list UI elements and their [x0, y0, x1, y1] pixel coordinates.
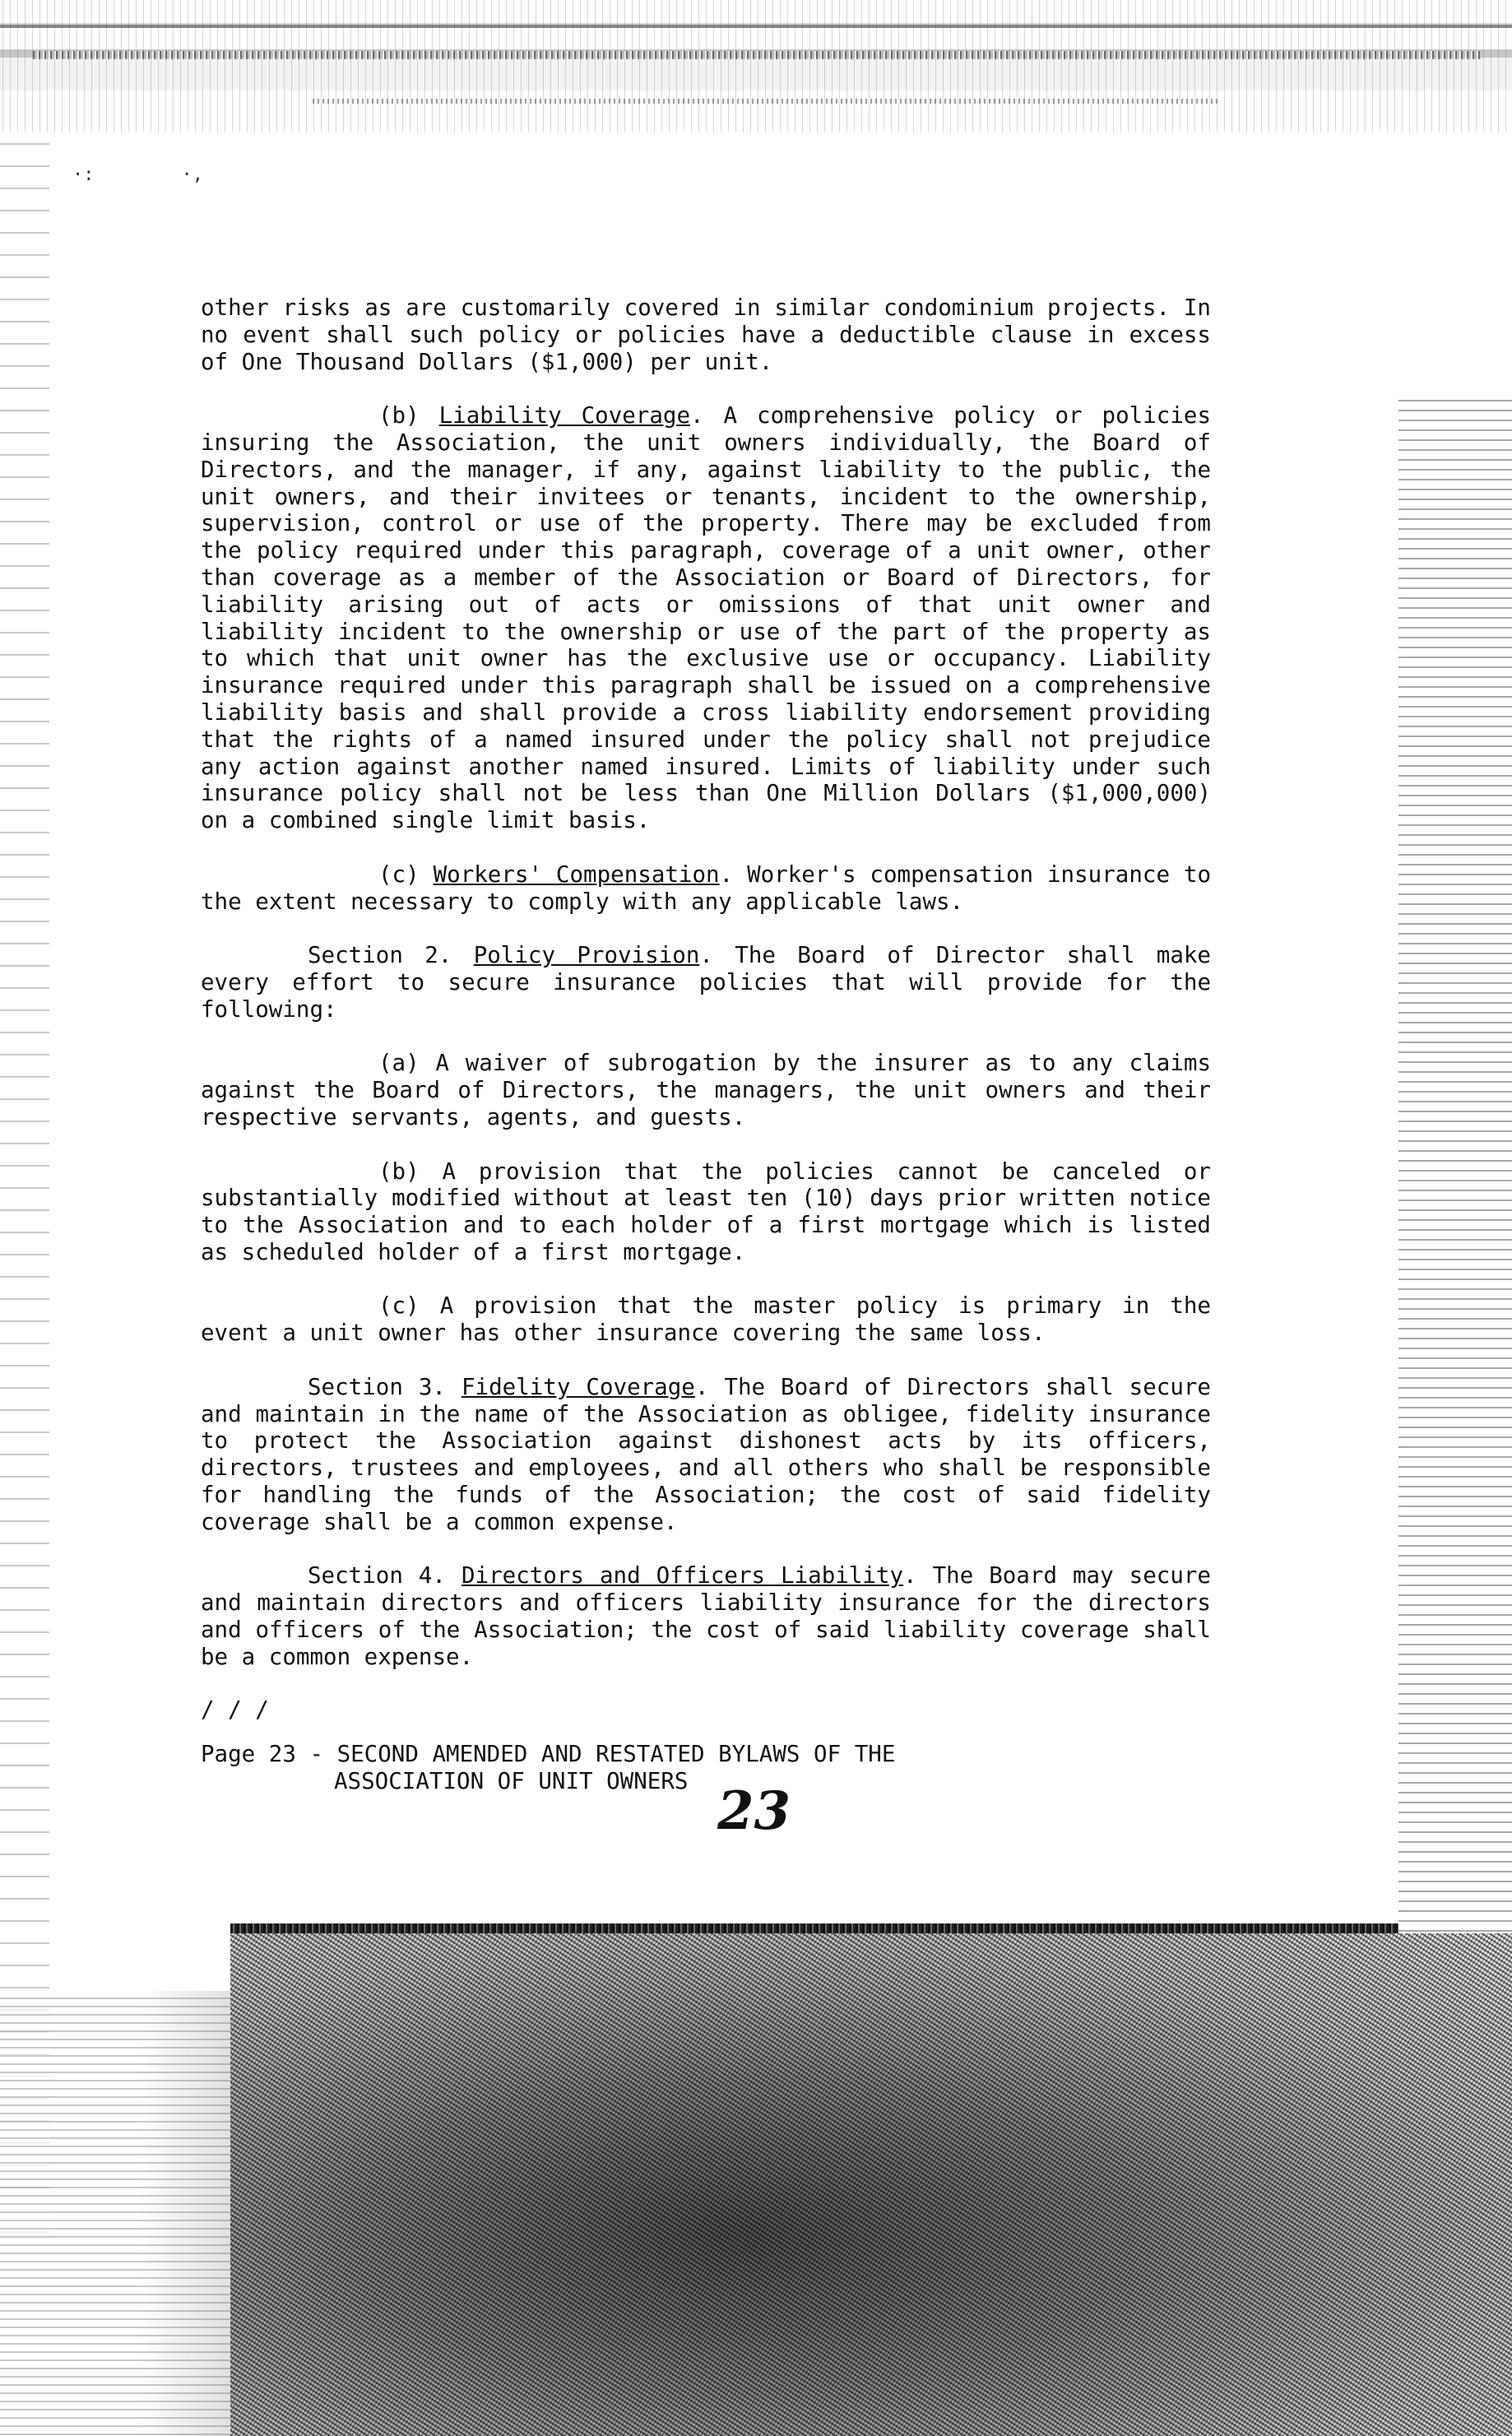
- paragraph-text: . Worker's compensation insurance to the extent necessary to comply with any applicable laws.: [201, 861, 1212, 915]
- handwritten-page-number: 23: [717, 1780, 791, 1842]
- heading-workers-compensation: Workers' Compensation: [433, 861, 720, 888]
- scan-artifact-bottom-left: [0, 1991, 230, 2436]
- paragraph-marker: (c): [378, 861, 434, 888]
- heading-liability-coverage: Liability Coverage: [438, 402, 691, 429]
- paragraph-text: . A comprehensive policy or policies insuring the Association, the unit owners individually, the Board of Directors, and the manager, if any, against liability to the public, the unit owners, and their invitees or tenants, incident to the ownership, supervision, control or use of the property. There may be excluded from the policy required under this paragraph, coverage of a unit owner, other than coverage as a member of the Association or Board of Directors, for liability arising out of acts or omissions of that unit owner and liability incident to the ownership or use of the part of the property as to which that unit owner has the exclusive use or occupancy. Liability insurance required under this paragraph shall be issued on a comprehensive liability basis and shall provide a cross liability endorsement providing that the rights of a named insured under the policy shall not prejudice any action against another named insured. Limits of liability under such insurance policy shall not be less than One Million Dollars ($1,000,000) on a combined single limit basis.: [201, 402, 1212, 834]
- stray-marks: ·: ·,: [72, 165, 203, 185]
- paragraph-2c: (c) A provision that the master policy is primary in the event a unit owner has other insurance covering the same loss.: [201, 1292, 1211, 1347]
- footer-line-1: Page 23 - SECOND AMENDED AND RESTATED BYLAWS OF THE: [201, 1741, 896, 1767]
- scan-artifact-top: [0, 0, 1512, 132]
- section-marker: Section 2.: [308, 942, 474, 969]
- paragraph-text: . The Board of Directors shall secure and maintain in the name of the Association as obligee, fidelity insurance to protect the Association against dishonest acts by its officers, directors, trustees and employees, and all others who shall be responsible for handling the funds of the Association; the cost of said fidelity coverage shall be a common expense.: [201, 1373, 1211, 1535]
- scan-rule: [313, 99, 1217, 104]
- scan-artifact-right: [1398, 395, 1512, 2123]
- paragraph-marker: (b): [378, 402, 439, 429]
- section-2: [201, 942, 1211, 1023]
- scan-rule: [0, 25, 1512, 28]
- paragraph-text: . The Board of Director shall make every effort to secure insurance policies that will provide for the following:: [201, 942, 1211, 1023]
- continuation-slashes: / / /: [201, 1696, 269, 1723]
- section-marker: Section 3.: [308, 1373, 461, 1400]
- heading-fidelity-coverage: Fidelity Coverage: [461, 1373, 695, 1400]
- footer-line-2: ASSOCIATION OF UNIT OWNERS: [334, 1767, 689, 1794]
- paragraph-workers-compensation: [201, 861, 1211, 916]
- paragraph-2a: (a) A waiver of subrogation by the insurer as to any claims against the Board of Directors, the managers, the unit owners and their respective servants, agents, and guests.: [201, 1050, 1211, 1130]
- paragraph-2b: (b) A provision that the policies cannot be canceled or substantially modified without at least ten (10) days prior written notice to the Association and to each holder of a first mortgage which is listed as scheduled holder of a first mortgage.: [201, 1158, 1211, 1265]
- heading-directors-officers-liability: Directors and Officers Liability: [461, 1562, 904, 1589]
- document-body: [201, 295, 1211, 1697]
- paragraph-text: . The Board may secure and maintain directors and officers liability insurance for the directors and officers of the Association; the cost of said liability coverage shall be a common expense.: [201, 1562, 1211, 1670]
- heading-policy-provision: Policy Provision: [473, 942, 700, 969]
- paragraph-liability-coverage: [201, 402, 1211, 834]
- page-footer: [201, 1741, 895, 1795]
- section-3: [201, 1374, 1211, 1536]
- scan-artifact-left: [0, 132, 49, 2238]
- scan-rule: [33, 51, 1481, 59]
- section-marker: Section 4.: [308, 1562, 461, 1589]
- section-4: [201, 1562, 1211, 1670]
- scan-artifact-bottom: [230, 1933, 1512, 2436]
- paragraph-other-risks: other risks as are customarily covered in similar condominium projects. In no event shall such policy or policies have a deductible clause in excess of One Thousand Dollars ($1,000) per unit.: [201, 295, 1211, 375]
